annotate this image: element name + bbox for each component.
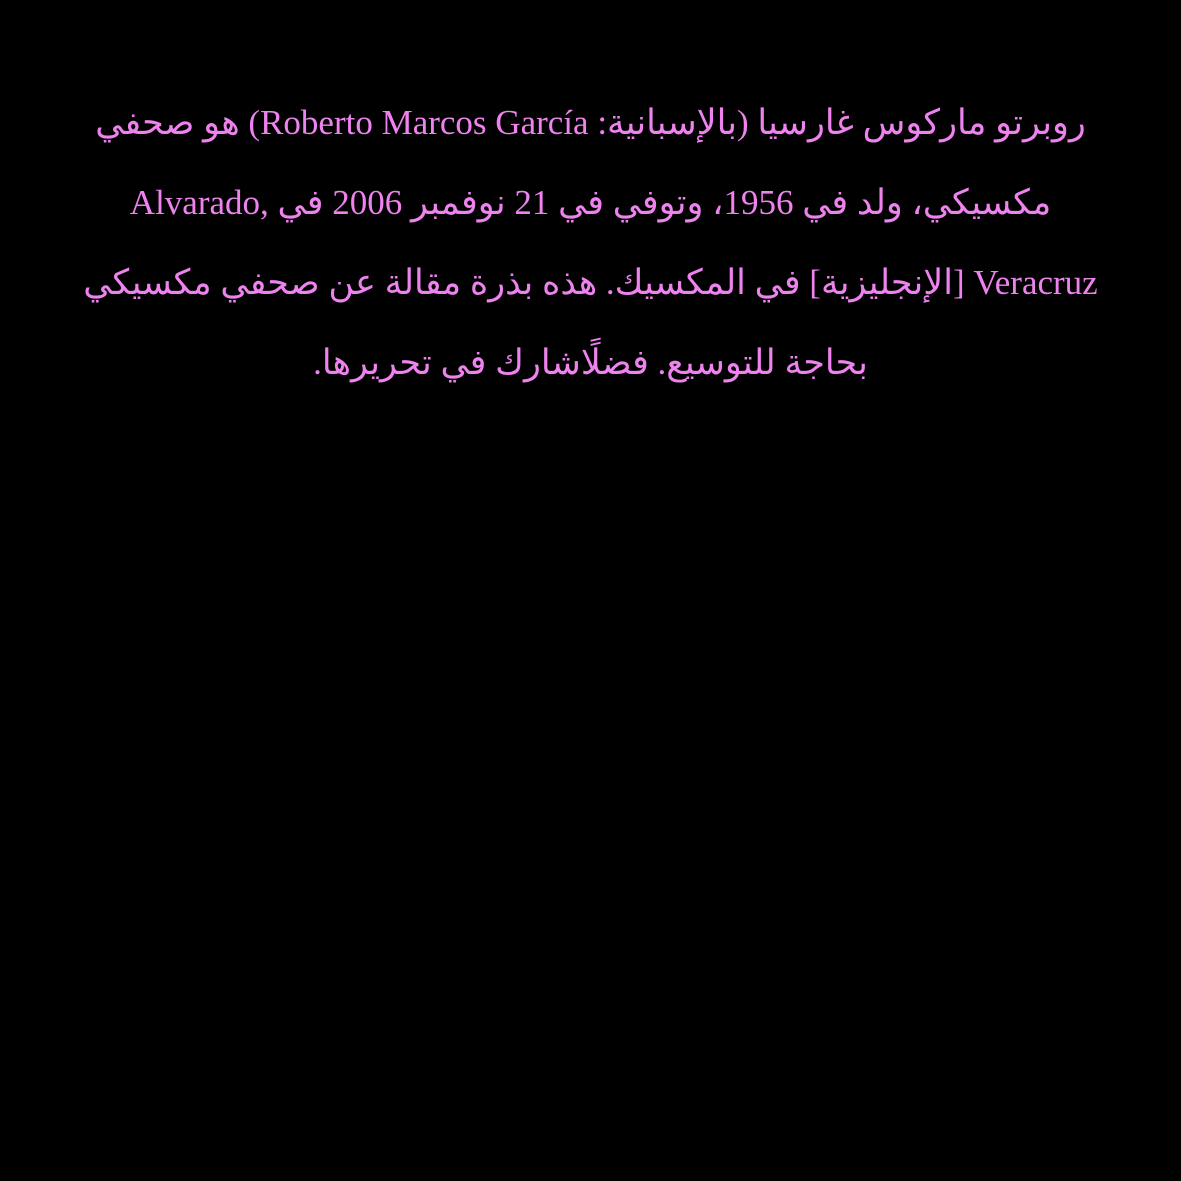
article-stub-text: روبرتو ماركوس غارسيا (بالإسبانية: Roberto Marcos García) هو صحفي مكسيكي، ولد في 1956، وتوفي في 21 نوفمبر 2006 في Alvarado, Veracruz [الإنجليزية] في المكسيك. هذه بذرة مقالة عن صحفي مكسيكي بحاجة للتوسيع. فضلًاشارك في تحريرها.	[83, 103, 1098, 382]
